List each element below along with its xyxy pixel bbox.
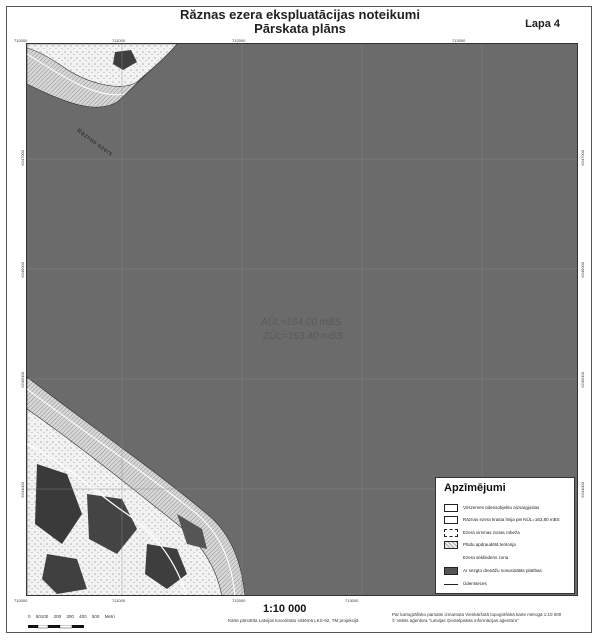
tick-top-4: 713000 [452,38,466,43]
legend [435,477,575,594]
legend-item-drained-area: Ar sezgto drenāžu nosusinātās platības [444,567,574,577]
tick-left-2: 6246000 [20,262,25,278]
legend-swatch-buffer [444,504,458,512]
title-line-1: Răznas ezera ekspluatācijas noteikumi [180,7,420,22]
tick-right-1: 6247000 [580,150,585,166]
title-line-2: Pārskata plāns [254,21,346,36]
map-scale: 1:10 000 [263,603,307,615]
scale-bar-labels: 0 50100 200 300 400 500 Metri [28,614,115,619]
projection-note: Karte pārsūtīta Latvijas koordinātu sistēmā LKS-92, TM projekcijā [228,618,359,623]
water-level-nul: NŪL=163.80 mBS [255,300,344,312]
tick-left-1: 6247000 [20,150,25,166]
tick-top-2: 711000 [112,38,126,43]
legend-swatch-watercourse [444,584,458,585]
tick-top-1: 710000 [14,38,28,43]
tick-bottom-4: 713000 [345,598,359,603]
tick-top-3: 712000 [232,38,246,43]
tick-right-4: 6244000 [580,482,585,498]
legend-swatch-surface-zone [444,529,458,537]
water-level-aul: AŪL=164.00 mBS [261,317,342,328]
legend-title: Apzīmējumi [444,482,506,494]
scale-bar [28,620,98,638]
legend-item-flood-area: Plūdu apdraudētā teritorija [444,541,574,551]
water-level-zul: ZŪL=163.40 mBS [263,331,343,342]
legend-swatch-shallow [444,554,458,562]
map-title [0,8,600,36]
legend-item-shoreline: Rāznas ezera krasta līnija pie NŪL=163,80 mBS [444,516,574,526]
tick-left-3: 6245000 [20,372,25,388]
tick-bottom-1: 710000 [14,598,28,603]
legend-item-watercourse: Ūdensteces [444,580,574,590]
legend-item-buffer-zone: Virszemes ūdensobjektu aizsargjoslas [444,504,574,514]
tick-bottom-2: 711000 [112,598,126,603]
legend-swatch-shoreline [444,516,458,524]
tick-right-3: 6245000 [580,372,585,388]
lake-name-label: Rāznas ezers [75,128,114,158]
legend-item-surface-zone: Ezera virsmas zonas robeža [444,529,574,539]
page-label: Lapa 4 [525,18,560,30]
scale-bar-graphic [28,625,98,633]
tick-right-2: 6246000 [580,262,585,278]
legend-swatch-flood [444,541,458,549]
tick-left-4: 6244000 [20,482,25,498]
source-note-2: © Valsts aģentūra "Latvijas Ģeotelpiskās informācijas aģentūra" [392,618,519,623]
tick-bottom-3: 712000 [232,598,246,603]
source-note-1: Par kartogrāfisko pamatni izmantota Vienkāršotā topogrāfiskā karte mērogā 1:10 000 [392,612,562,617]
legend-item-shallow-zone: Ezera sekliūdens zona [444,554,574,564]
legend-swatch-drained [444,567,458,575]
